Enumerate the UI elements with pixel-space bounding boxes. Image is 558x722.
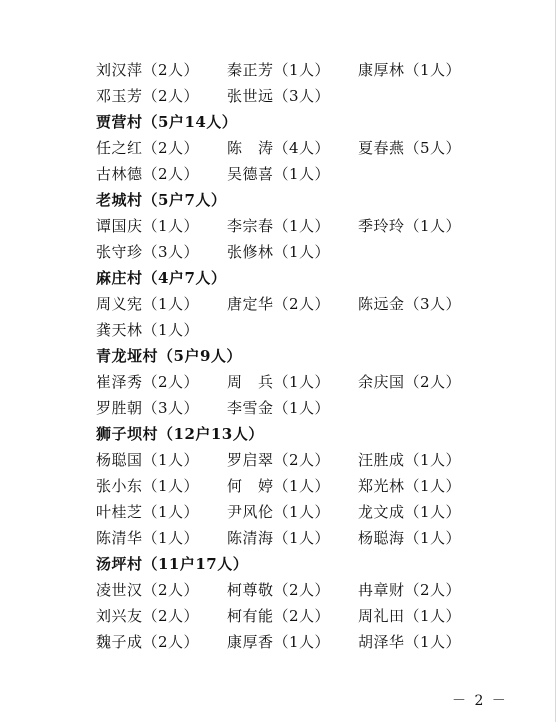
household-entry: 冉章财（2人） <box>358 580 462 599</box>
village-heading: 青龙垭村（5户9人） <box>96 346 242 365</box>
household-entry: 罗启翠（2人） <box>227 450 331 469</box>
name-row <box>96 56 516 82</box>
household-entry: 叶桂芝（1人） <box>96 502 200 521</box>
household-entry: 康厚林（1人） <box>358 60 462 79</box>
household-entry: 夏春燕（5人） <box>358 138 462 157</box>
name-row <box>96 316 516 342</box>
name-row <box>96 134 516 160</box>
name-row <box>96 212 516 238</box>
household-entry: 张世远（3人） <box>227 86 331 105</box>
household-entry: 陈清华（1人） <box>96 528 200 547</box>
household-entry: 谭国庆（1人） <box>96 216 200 235</box>
household-entry: 龚天林（1人） <box>96 320 200 339</box>
household-entry: 杨聪国（1人） <box>96 450 200 469</box>
village-heading: 老城村（5户7人） <box>96 190 227 209</box>
village-heading: 汤坪村（11户17人） <box>96 554 249 573</box>
household-entry: 何 婷（1人） <box>227 476 331 495</box>
household-entry: 季玲玲（1人） <box>358 216 462 235</box>
name-row <box>96 524 516 550</box>
name-row <box>96 498 516 524</box>
household-entry: 杨聪海（1人） <box>358 528 462 547</box>
household-entry: 柯有能（2人） <box>227 606 331 625</box>
village-heading: 贾营村（5户14人） <box>96 112 238 131</box>
household-entry: 凌世汉（2人） <box>96 580 200 599</box>
name-row <box>96 628 516 654</box>
household-entry: 邓玉芳（2人） <box>96 86 200 105</box>
name-row <box>96 82 516 108</box>
village-heading: 狮子坝村（12户13人） <box>96 424 264 443</box>
village-heading: 麻庄村（4户7人） <box>96 268 227 287</box>
name-row <box>96 576 516 602</box>
household-entry: 刘汉萍（2人） <box>96 60 200 79</box>
household-entry: 胡泽华（1人） <box>358 632 462 651</box>
name-row <box>96 446 516 472</box>
document-body <box>96 56 516 654</box>
household-entry: 陈 涛（4人） <box>227 138 331 157</box>
name-row <box>96 238 516 264</box>
household-entry: 罗胜朝（3人） <box>96 398 200 417</box>
household-entry: 张守珍（3人） <box>96 242 200 261</box>
household-entry: 汪胜成（1人） <box>358 450 462 469</box>
household-entry: 周 兵（1人） <box>227 372 331 391</box>
household-entry: 李宗春（1人） <box>227 216 331 235</box>
household-entry: 余庆国（2人） <box>358 372 462 391</box>
household-entry: 李雪金（1人） <box>227 398 331 417</box>
household-entry: 任之红（2人） <box>96 138 200 157</box>
page-edge <box>555 0 556 722</box>
name-row <box>96 368 516 394</box>
household-entry: 郑光林（1人） <box>358 476 462 495</box>
household-entry: 周义宪（1人） <box>96 294 200 313</box>
household-entry: 陈清海（1人） <box>227 528 331 547</box>
household-entry: 唐定华（2人） <box>227 294 331 313</box>
name-row <box>96 602 516 628</box>
name-row <box>96 472 516 498</box>
household-entry: 张修林（1人） <box>227 242 331 261</box>
name-row <box>96 290 516 316</box>
household-entry: 崔泽秀（2人） <box>96 372 200 391</box>
household-entry: 龙文成（1人） <box>358 502 462 521</box>
household-entry: 尹风伦（1人） <box>227 502 331 521</box>
name-row <box>96 160 516 186</box>
household-entry: 魏子成（2人） <box>96 632 200 651</box>
household-entry: 古林德（2人） <box>96 164 200 183</box>
page-number: － 2 － <box>452 693 508 709</box>
name-row <box>96 394 516 420</box>
household-entry: 吴德喜（1人） <box>227 164 331 183</box>
household-entry: 康厚香（1人） <box>227 632 331 651</box>
household-entry: 秦正芳（1人） <box>227 60 331 79</box>
household-entry: 周礼田（1人） <box>358 606 462 625</box>
household-entry: 张小东（1人） <box>96 476 200 495</box>
household-entry: 刘兴友（2人） <box>96 606 200 625</box>
household-entry: 陈远金（3人） <box>358 294 462 313</box>
household-entry: 柯尊敬（2人） <box>227 580 331 599</box>
